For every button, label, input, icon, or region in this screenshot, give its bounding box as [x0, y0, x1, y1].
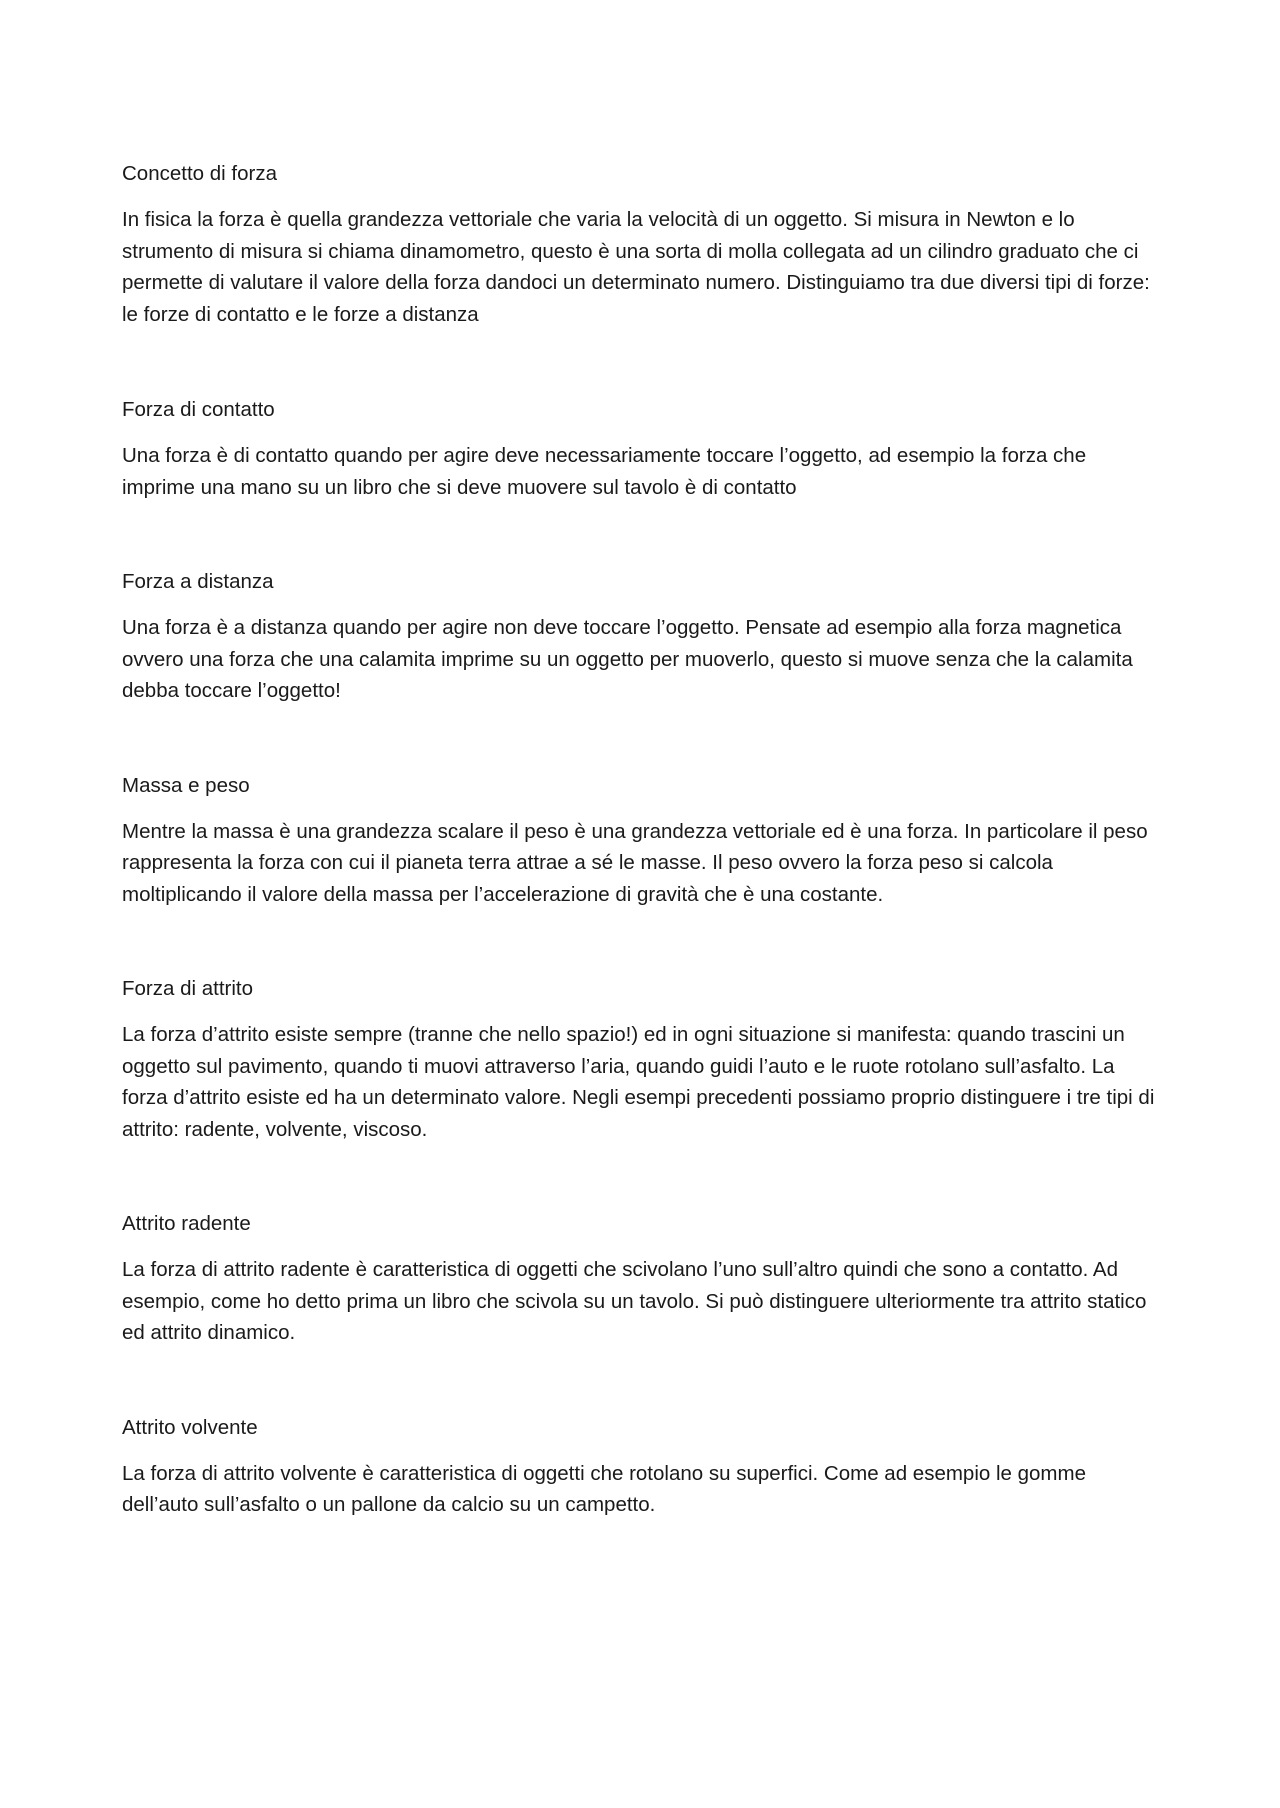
section-paragraph: Mentre la massa è una grandezza scalare il peso è una grandezza vettoriale ed è una forza. In particolare il peso rappresenta la forza con cui il pianeta terra attrae a sé le masse. Il peso ovvero la forza peso si calcola moltiplicando il valore della massa per l’accelerazione di gravità che è una costante. [122, 819, 1148, 906]
section-concetto-di-forza [122, 158, 1162, 330]
section-paragraph: Una forza è di contatto quando per agire deve necessariamente toccare l’oggetto, ad esempio la forza che imprime una mano su un libro che si deve muovere sul tavolo è di contatto [122, 444, 1087, 499]
section-heading: Attrito radente [122, 1212, 251, 1235]
section-paragraph: La forza d’attrito esiste sempre (tranne che nello spazio!) ed in ogni situazione si manifesta: quando trascini un oggetto sul pavimento, quando ti muovi attraverso l’aria, quando guidi l’auto e le ruote rotolano sull’asfalto. La forza d’attrito esiste ed ha un determinato valore. Negli esempi precedenti possiamo proprio distinguere i tre tipi di attrito: radente, volvente, viscoso. [122, 1023, 1155, 1141]
section-forza-a-distanza [122, 566, 1162, 707]
section-heading: Forza di attrito [122, 977, 254, 1000]
section-heading: Forza a distanza [122, 570, 274, 593]
section-heading: Forza di contatto [122, 398, 275, 421]
section-heading: Concetto di forza [122, 162, 277, 185]
section-attrito-volvente [122, 1412, 1162, 1521]
section-paragraph: Una forza è a distanza quando per agire non deve toccare l’oggetto. Pensate ad esempio alla forza magnetica ovvero una forza che una calamita imprime su un oggetto per muoverlo, questo si muove senza che la calamita debba toccare l’oggetto! [122, 616, 1133, 702]
section-forza-di-contatto [122, 394, 1162, 503]
section-heading: Attrito volvente [122, 1415, 258, 1439]
section-paragraph: In fisica la forza è quella grandezza vettoriale che varia la velocità di un oggetto. Si misura in Newton e lo strumento di misura si chiama dinamometro, questo è una sorta di molla collegata ad un cilindro graduato che ci permette di valutare il valore della forza dandoci un determinato numero. Distinguiamo tra due diversi tipi di forze: le forze di contatto e le forze a distanza [122, 208, 1150, 326]
section-paragraph: La forza di attrito volvente è caratteristica di oggetti che rotolano su superfici. Come ad esempio le gomme dell’auto sull’asfalto o un pallone da calcio su un campetto. [122, 1461, 1086, 1516]
section-attrito-radente [122, 1208, 1162, 1349]
document-body [122, 158, 1162, 1521]
section-paragraph: La forza di attrito radente è caratteristica di oggetti che scivolano l’uno sull’altro quindi che sono a contatto. Ad esempio, come ho detto prima un libro che scivola su un tavolo. Si può distinguere ulteriormente tra attrito statico ed attrito dinamico. [122, 1258, 1147, 1344]
section-forza-di-attrito [122, 973, 1162, 1145]
section-massa-e-peso [122, 770, 1162, 911]
section-heading: Massa e peso [122, 773, 250, 797]
